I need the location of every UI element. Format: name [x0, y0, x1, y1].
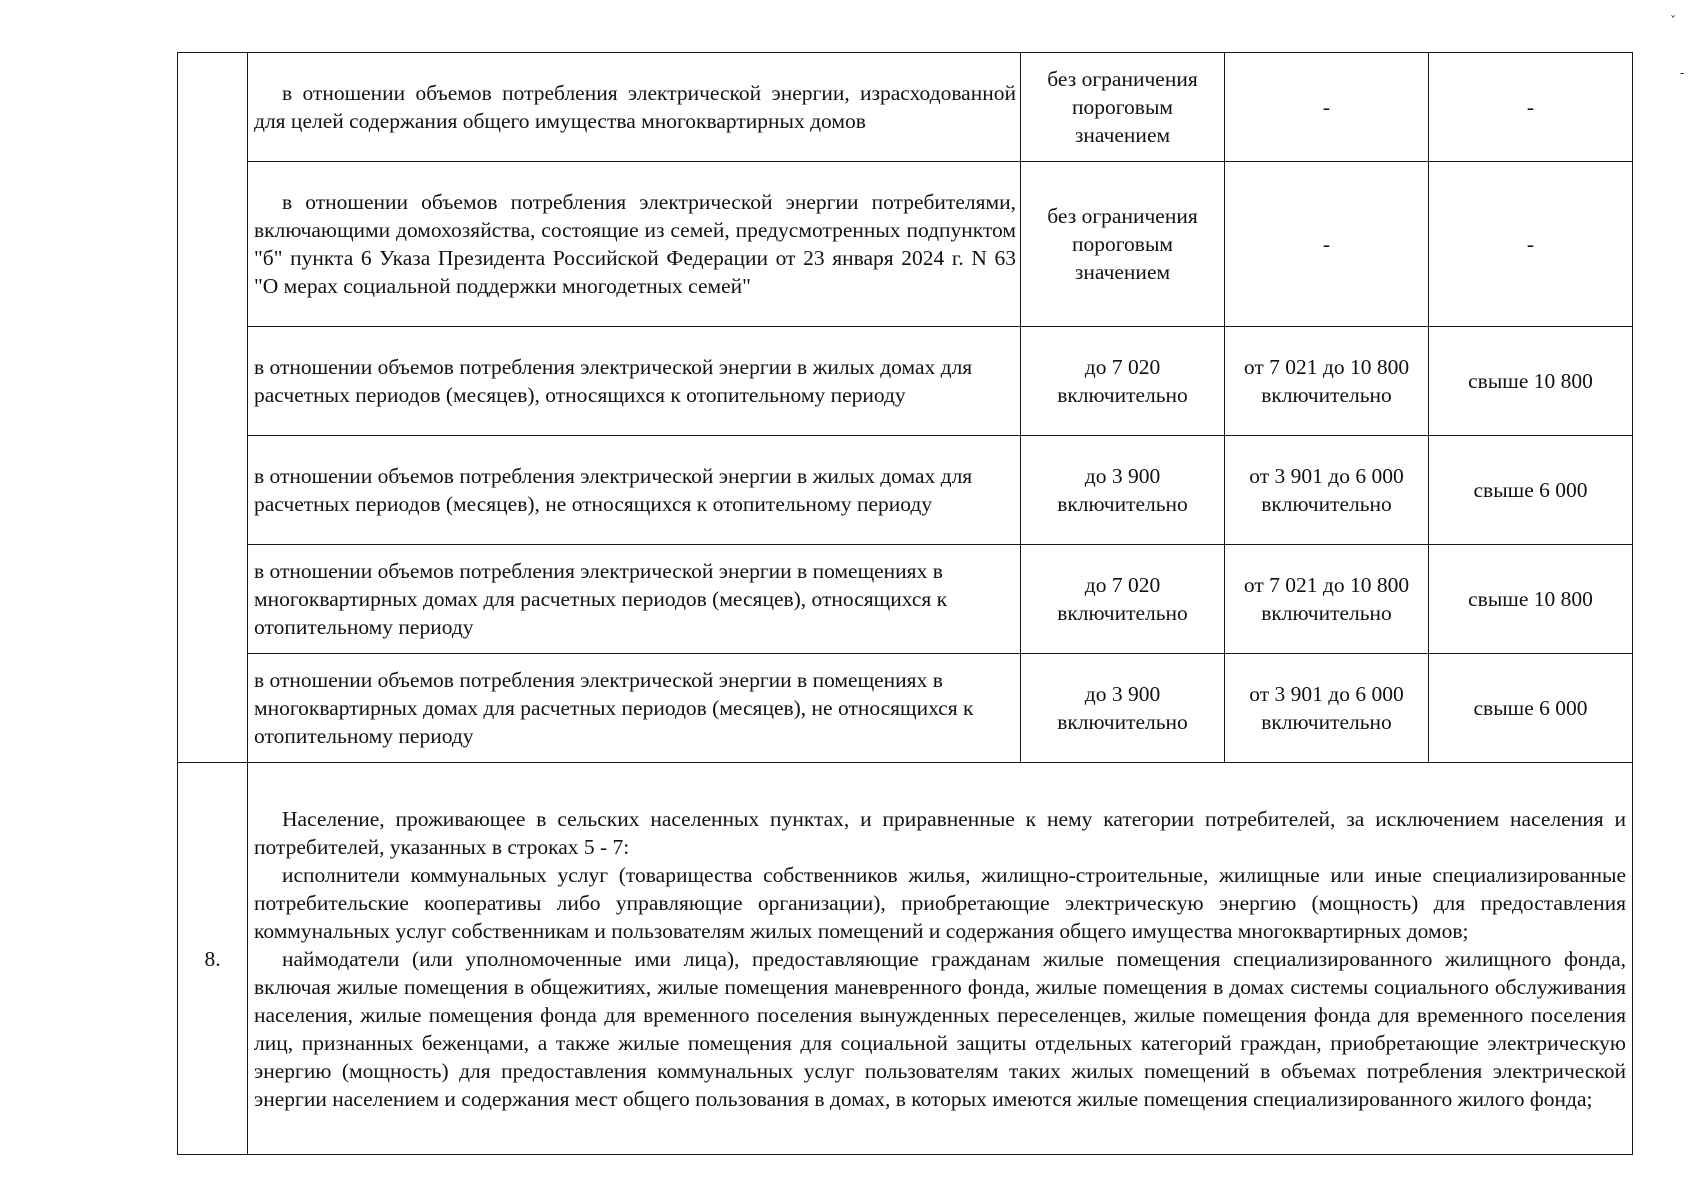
description-cell: в отношении объемов потребления электрической энергии в помещениях в многоквартирных домах для расчетных периодов (месяцев), относящихся к отопительному периоду: [248, 545, 1021, 654]
table-row: [178, 654, 1633, 763]
description-text: в отношении объемов потребления электрической энергии, израсходованной для целей содержания общего имущества многоквартирных домов: [254, 81, 1016, 133]
tier1-cell: до 3 900 включительно: [1021, 654, 1225, 763]
table-row: [178, 545, 1633, 654]
tariff-table: [177, 52, 1633, 1155]
description-cell: в отношении объемов потребления электрической энергии в жилых домах для расчетных периодов (месяцев), не относящихся к отопительному периоду: [248, 436, 1021, 545]
tier1-cell: без ограничения пороговым значением: [1021, 162, 1225, 327]
tier3-cell: свыше 6 000: [1429, 436, 1633, 545]
description-text: в отношении объемов потребления электрической энергии потребителями, включающими домохозяйства, состоящие из семей, предусмотренных подпунктом "б" пункта 6 Указа Президента Российской Федерации от 23 января 2024 г. N 63 "О мерах социальной поддержки многодетных семей": [254, 190, 1016, 298]
table-row: [178, 53, 1633, 162]
tier1-cell: до 7 020 включительно: [1021, 545, 1225, 654]
row8-paragraph: наймодатели (или уполномоченные ими лица), предоставляющие гражданам жилые помещения специализированного жилищного фонда, включая жилые помещения в общежитиях, жилые помещения маневренного фонда, жилые помещения в домах системы социального обслуживания населения, жилые помещения фонда для временного поселения вынужденных переселенцев, жилые помещения фонда для временного поселения лиц, признанных беженцами, а также жилые помещения для социальной защиты отдельных категорий граждан, приобретающие электрическую энергию (мощность) для предоставления коммунальных услуг пользователям таких жилых помещений в объемах потребления электрической энергии населением и содержания мест общего пользования в домах, в которых имеются жилые помещения специализированного жилого фонда;: [254, 946, 1626, 1111]
table-row: [178, 436, 1633, 545]
tier2-cell: -: [1225, 162, 1429, 327]
tier2-cell: от 3 901 до 6 000 включительно: [1225, 436, 1429, 545]
tier3-cell: свыше 10 800: [1429, 545, 1633, 654]
tier3-cell: -: [1429, 162, 1633, 327]
tier3-cell: свыше 10 800: [1429, 327, 1633, 436]
tier2-cell: от 7 021 до 10 800 включительно: [1225, 327, 1429, 436]
description-cell: в отношении объемов потребления электрической энергии в жилых домах для расчетных периодов (месяцев), относящихся к отопительному периоду: [248, 327, 1021, 436]
row-number-cell: 8.: [178, 763, 248, 1155]
description-cell: [248, 53, 1021, 162]
tier2-cell: от 7 021 до 10 800 включительно: [1225, 545, 1429, 654]
table-row: [178, 162, 1633, 327]
tier1-cell: до 3 900 включительно: [1021, 436, 1225, 545]
row8-paragraph: исполнители коммунальных услуг (товарищества собственников жилья, жилищно-строительные, жилищные или иные специализированные потребительские кооперативы либо управляющие организации), приобретающие электрическую энергию (мощность) для предоставления коммунальных услуг собственникам и пользователям жилых помещений и содержания общего имущества многоквартирных домов;: [254, 862, 1626, 943]
row8-paragraph: Население, проживающее в сельских населенных пунктах, и приравненные к нему категории потребителей, за исключением населения и потребителей, указанных в строках 5 - 7:: [254, 806, 1626, 859]
tier2-cell: от 3 901 до 6 000 включительно: [1225, 654, 1429, 763]
tier1-cell: до 7 020 включительно: [1021, 327, 1225, 436]
tier3-cell: -: [1429, 53, 1633, 162]
tier3-cell: свыше 6 000: [1429, 654, 1633, 763]
tier1-cell: без ограничения пороговым значением: [1021, 53, 1225, 162]
description-cell: [248, 162, 1021, 327]
margin-mark-side: -: [1680, 66, 1685, 80]
table-row: [178, 327, 1633, 436]
tier2-cell: -: [1225, 53, 1429, 162]
row8-text-cell: [248, 763, 1633, 1155]
row-number-cell: [178, 53, 248, 763]
table-row-8: [178, 763, 1633, 1155]
margin-mark-top: ˇ: [1670, 14, 1676, 28]
description-cell: в отношении объемов потребления электрической энергии в помещениях в многоквартирных домах для расчетных периодов (месяцев), не относящихся к отопительному периоду: [248, 654, 1021, 763]
